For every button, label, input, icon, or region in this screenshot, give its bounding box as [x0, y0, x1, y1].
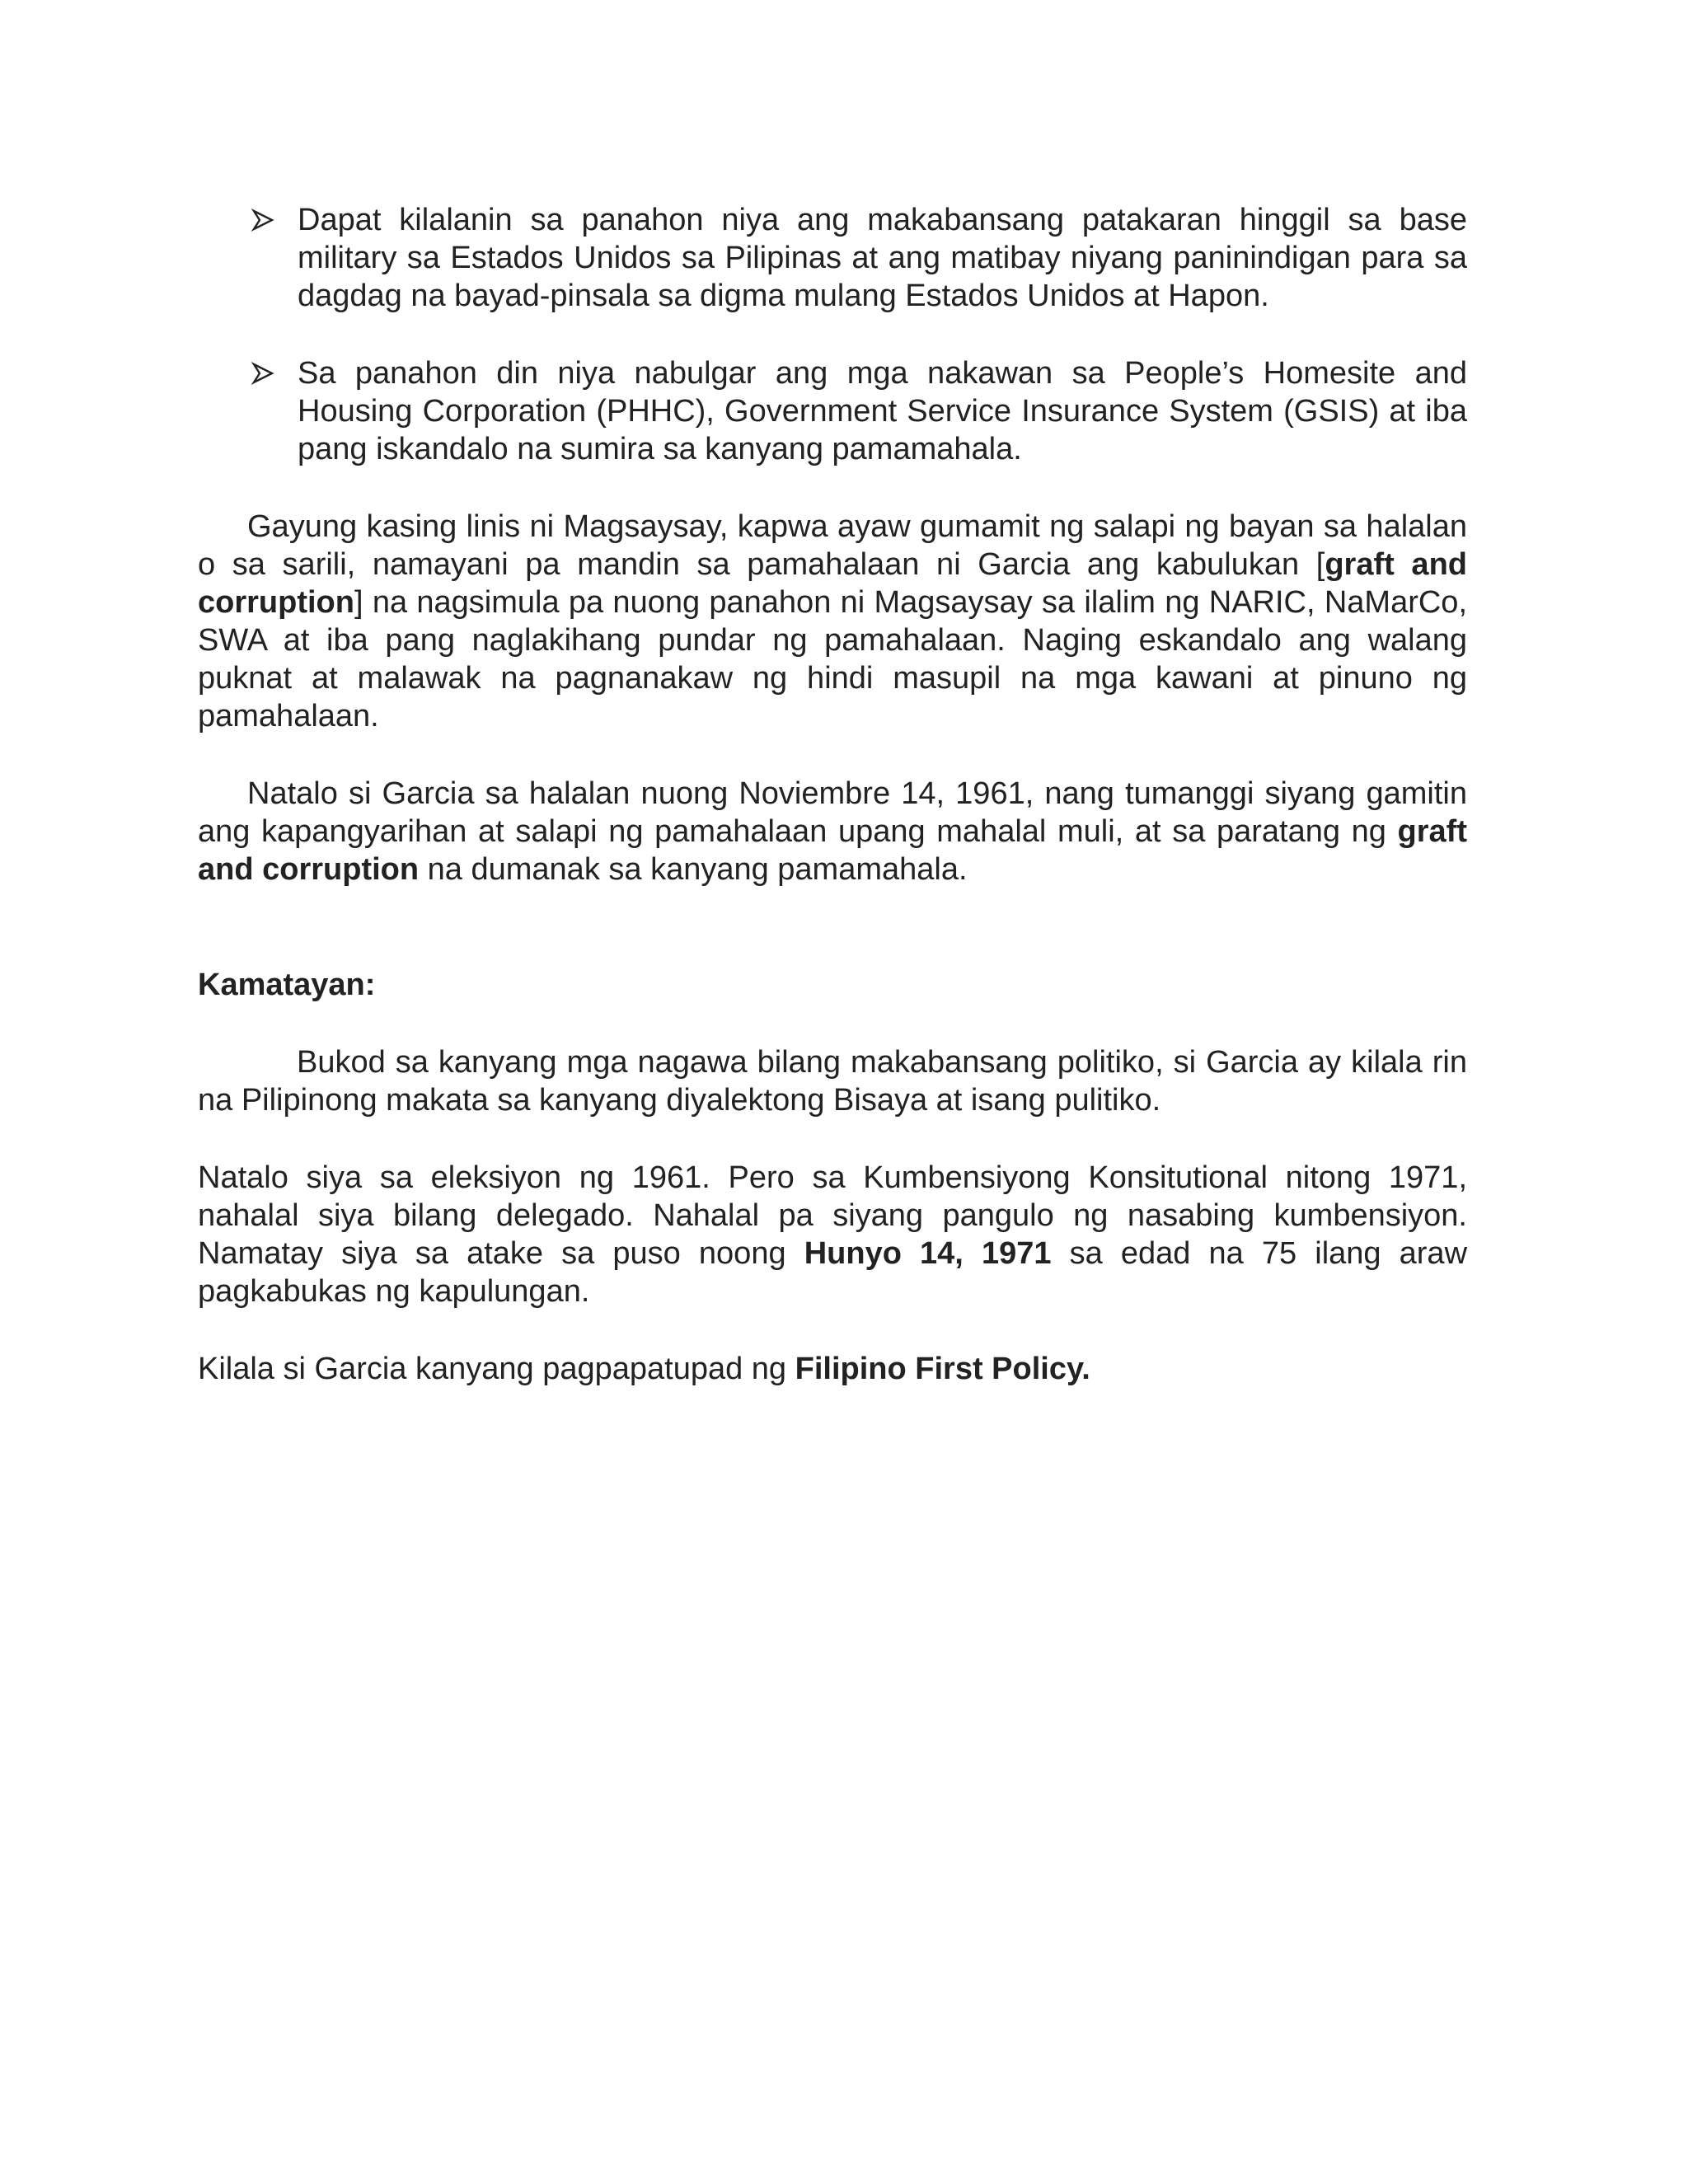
- arrow-bullet-icon: [247, 354, 280, 392]
- paragraph-election-loss: Natalo si Garcia sa halalan nuong Noviembre 14, 1961, nang tumanggi siyang gamitin ang kapangyarihan at salapi ng pamahalaan upang mahalal muli, at sa paratang ng graft and corruption na dumanak sa kanyang pamamahala.: [198, 776, 1467, 887]
- bold-date: Hunyo 14, 1971: [804, 1236, 1052, 1271]
- bullet-item: [198, 201, 1467, 315]
- arrow-bullet-icon: [247, 201, 280, 239]
- bold-policy: Filipino First Policy.: [795, 1352, 1090, 1386]
- bullet-item: [198, 354, 1467, 468]
- paragraph-poet: Bukod sa kanyang mga nagawa bilang makabansang politiko, si Garcia ay kilala rin na Pilipinong makata sa kanyang diyalektong Bisaya at isang pulitiko.: [198, 1045, 1467, 1118]
- paragraph-death: Natalo siya sa eleksiyon ng 1961. Pero sa Kumbensiyong Konsitutional nitong 1971, nahalal siya bilang delegado. Nahalal pa siyang pangulo ng nasabing kumbensiyon. Namatay siya sa atake sa puso noong Hunyo 14, 1971 sa edad na 75 ilang araw pagkabukas ng kapulungan.: [198, 1160, 1468, 1309]
- bold-term: graft and corruption: [198, 814, 1467, 887]
- section-heading: Kamatayan:: [198, 968, 376, 1002]
- paragraph-garcia-corruption: Gayung kasing linis ni Magsaysay, kapwa ayaw gumamit ng salapi ng bayan sa halalan o sa sarili, namayani pa mandin sa pamahalaan ni Garcia ang kabulukan [graft and corruption] na nagsimula pa nuong panahon ni Magsaysay sa ilalim ng NARIC, NaMarCo, SWA at iba pang naglakihang pundar ng pamahalaan. Naging eskandalo ang walang puknat at malawak na pagnanakaw ng hindi masupil na mga kawani at pinuno ng pamahalaan.: [198, 509, 1467, 733]
- bullet-text: Sa panahon din niya nabulgar ang mga nakawan sa People’s Homesite and Housing Corporation (PHHC), Government Service Insurance System (GSIS) at iba pang iskandalo na sumira sa kanyang pamamahala.: [298, 356, 1467, 466]
- document-page: [198, 201, 1467, 1388]
- bullet-text: Dapat kilalanin sa panahon niya ang makabansang patakaran hinggil sa base military sa Estados Unidos sa Pilipinas at ang matibay niyang paninindigan para sa dagdag na bayad-pinsala sa digma mulang Estados Unidos at Hapon.: [298, 203, 1467, 313]
- bold-term: graft and corruption: [198, 547, 1467, 620]
- paragraph-policy: Kilala si Garcia kanyang pagpapatupad ng Filipino First Policy.: [198, 1352, 1090, 1386]
